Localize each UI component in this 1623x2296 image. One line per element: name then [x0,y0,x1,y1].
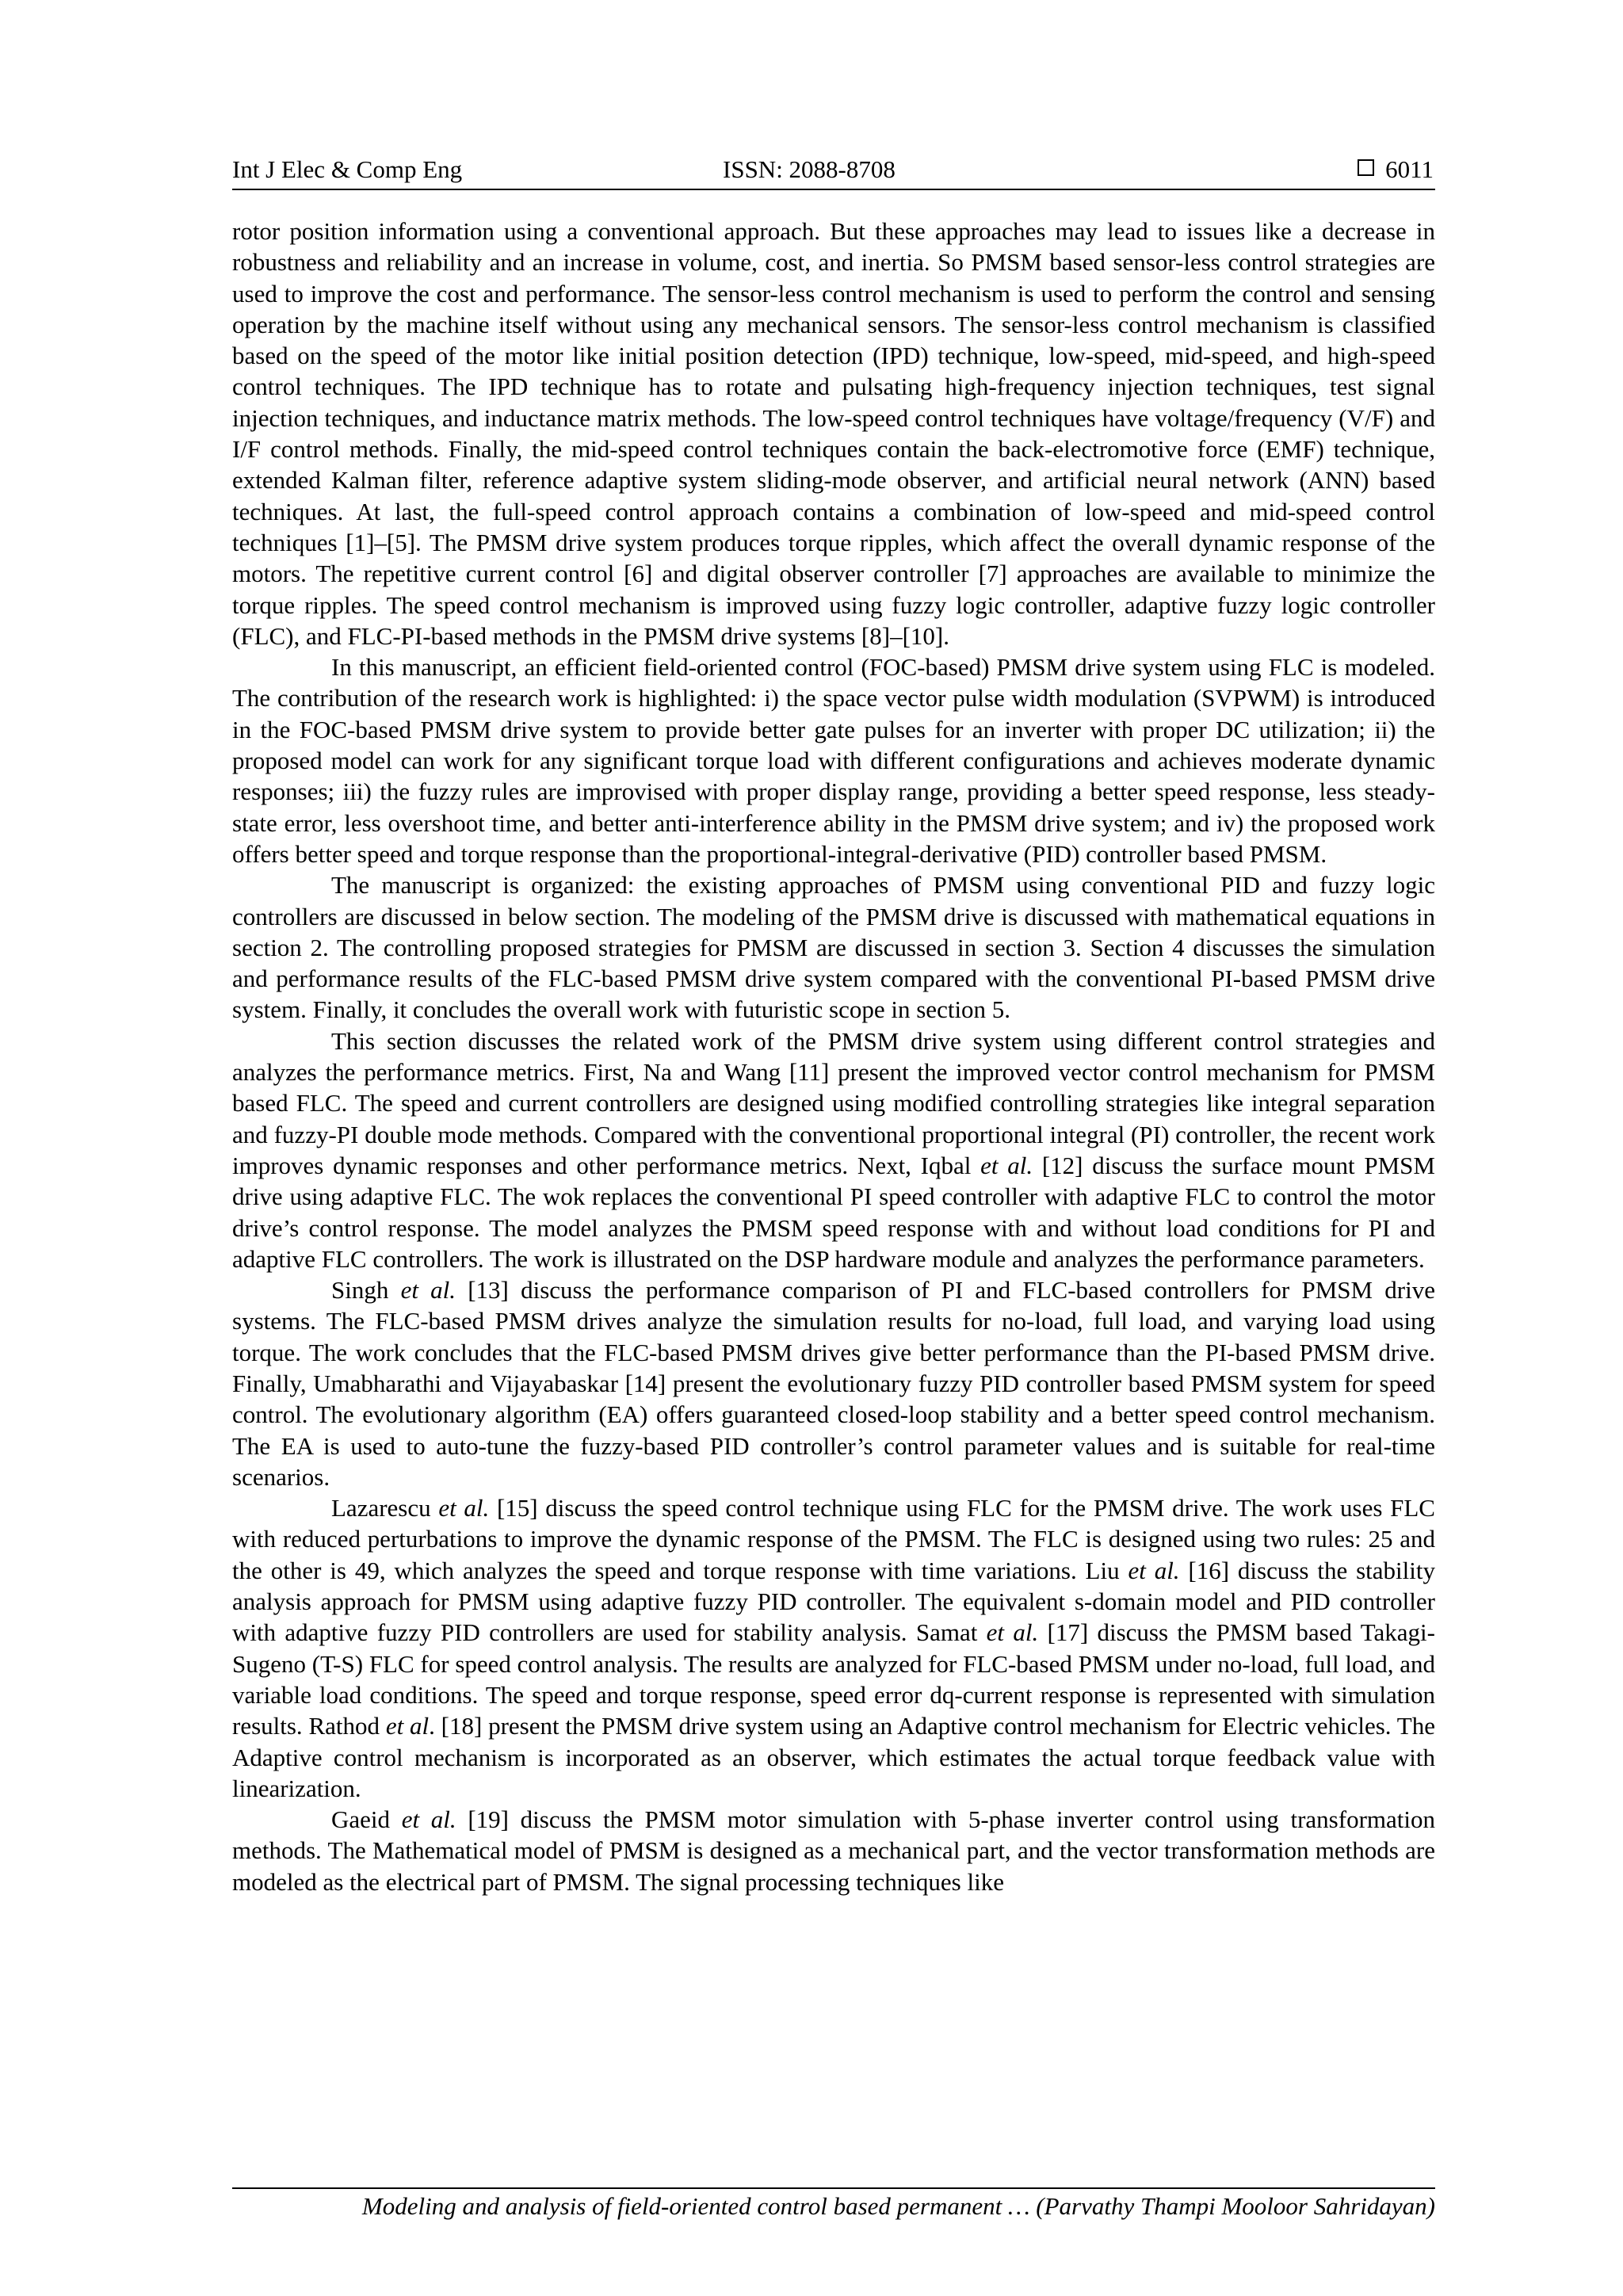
paragraph [232,869,1435,1025]
italic-text: et al [385,1712,430,1740]
paragraph [232,216,1435,651]
paragraph [232,1804,1435,1897]
page-number: 6011 [1385,155,1434,183]
body-text [232,216,1435,1897]
text-run: Lazarescu [331,1494,439,1522]
square-bullet-icon [1358,159,1374,176]
paragraph [232,1274,1435,1492]
paragraph [232,1492,1435,1804]
italic-text: et al. [400,1276,456,1305]
text-run: rotor position information using a conventional approach. But these approaches may lead to issues like a decrease in robustness and reliability and an increase in volume, cost, and inertia. So PMSM based sensor-less control strategies are used to improve the cost and performance. The sensor-less control mechanism is used to perform the control and sensing operation by the machine itself without using any mechanical sensors. The sensor-less control mechanism is classified based on the speed of the motor like initial position detection (IPD) technique, low-speed, mid-speed, and high-speed control techniques. The IPD technique has to rotate and pulsating high-frequency injection techniques, test signal injection techniques, and inductance matrix methods. The low-speed control techniques have voltage/frequency (V/F) and I/F control methods. Finally, the mid-speed control techniques contain the back-electromotive force (EMF) technique, extended Kalman filter, reference adaptive system sliding-mode observer, and artificial neural network (ANN) based techniques. At last, the full-speed control approach contains a combination of low-speed and mid-speed control techniques [1]–[5]. The PMSM drive system produces torque ripples, which affect the overall dynamic response of the motors. The repetitive current control [6] and digital observer controller [7] approaches are available to minimize the torque ripples. The speed control mechanism is improved using fuzzy logic controller, adaptive fuzzy logic controller (FLC), and FLC-PI-based methods in the PMSM drive systems [8]–[10]. [232,217,1435,650]
text-run: [19] discuss the PMSM motor simulation with 5-phase inverter control using transformation methods. The Mathematical model of PMSM is designed as a mechanical part, and the vector transformation methods are modeled as the electrical part of PMSM. The signal processing techniques like [232,1805,1435,1896]
text-run: [12] discuss the surface mount PMSM drive using adaptive FLC. The wok replaces the conventional PI speed controller with adaptive FLC to control the motor drive’s control response. The model analyzes the PMSM speed response with and without load conditions for PI and adaptive FLC controllers. The work is illustrated on the DSP hardware module and analyzes the performance parameters. [232,1151,1435,1273]
italic-text: et al. [1128,1556,1180,1584]
running-title: Modeling and analysis of field-oriented control based permanent … (Parvathy Thampi Mooloor Sahridayan) [361,2192,1435,2220]
paragraph [232,651,1435,869]
paragraph [232,1026,1435,1274]
text-run: Singh [331,1276,401,1305]
text-run: [17] discuss the PMSM based Takagi-Sugeno (T-S) FLC for speed control analysis. The results are analyzed for FLC-based PMSM under no-load, full load, and variable load conditions. The speed and torque response, speed error dq-current response is represented with simulation results. Rathod [232,1618,1435,1740]
italic-text: et al. [980,1151,1033,1179]
text-run: [13] discuss the performance comparison of PI and FLC-based controllers for PMSM drive systems. The FLC-based PMSM drives analyze the simulation results for no-load, full load, and varying load using torque. The work concludes that the FLC-based PMSM drives give better performance than the PI-based PMSM drive. Finally, Umabharathi and Vijayabaskar [14] present the evolutionary fuzzy PID controller based PMSM system for speed control. The evolutionary algorithm (EA) offers guaranteed closed-loop stability and a better speed control mechanism. The EA is used to auto-tune the fuzzy-based PID controller’s control parameter values and is suitable for real-time scenarios. [232,1276,1435,1491]
page-header [232,155,1435,190]
italic-text: et al. [986,1618,1039,1647]
text-run: Gaeid [331,1805,402,1834]
page-footer [232,2187,1435,2221]
text-run: . [18] present the PMSM drive system using an Adaptive control mechanism for Electric vehicles. The Adaptive control mechanism is incorporated as an observer, which estimates the actual torque feedback value with linearization. [232,1712,1435,1802]
issn-label: ISSN: 2088-8708 [723,155,896,183]
text-run: This section discusses the related work of the PMSM drive system using different control strategies and analyzes the performance metrics. First, Na and Wang [11] present the improved vector control mechanism for PMSM based FLC. The speed and current controllers are designed using modified controlling strategies like integral separation and fuzzy-PI double mode methods. Compared with the conventional proportional integral (PI) controller, the recent work improves dynamic responses and other performance metrics. Next, Iqbal [232,1026,1435,1179]
italic-text: et al. [401,1805,456,1834]
journal-name: Int J Elec & Comp Eng [232,155,463,183]
text-run: [15] discuss the speed control technique using FLC for the PMSM drive. The work uses FLC with reduced perturbations to improve the dynamic response of the PMSM. The FLC is designed using two rules: 25 and the other is 49, which analyzes the speed and torque response with time variations. Liu [232,1494,1435,1584]
text-run: [16] discuss the stability analysis approach for PMSM using adaptive fuzzy PID controller. The equivalent s-domain model and PID controller with adaptive fuzzy PID controllers are used for stability analysis. Samat [232,1556,1435,1647]
text-run: In this manuscript, an efficient field-oriented control (FOC-based) PMSM drive system using FLC is modeled. The contribution of the research work is highlighted: i) the space vector pulse width modulation (SVPWM) is introduced in the FOC-based PMSM drive system to provide better gate pulses for an inverter with proper DC utilization; ii) the proposed model can work for any significant torque load with different configurations and achieves moderate dynamic responses; iii) the fuzzy rules are improvised with proper display range, providing a better speed response, less steady-state error, less overshoot time, and better anti-interference ability in the PMSM drive system; and iv) the proposed work offers better speed and torque response than the proportional-integral-derivative (PID) controller based PMSM. [232,653,1435,868]
text-run: The manuscript is organized: the existing approaches of PMSM using conventional PID and fuzzy logic controllers are discussed in below section. The modeling of the PMSM drive is discussed with mathematical equations in section 2. The controlling proposed strategies for PMSM are discussed in section 3. Section 4 discusses the simulation and performance results of the FLC-based PMSM drive system compared with the conventional PI-based PMSM drive system. Finally, it concludes the overall work with futuristic scope in section 5. [232,871,1435,1024]
italic-text: et al. [438,1494,490,1522]
